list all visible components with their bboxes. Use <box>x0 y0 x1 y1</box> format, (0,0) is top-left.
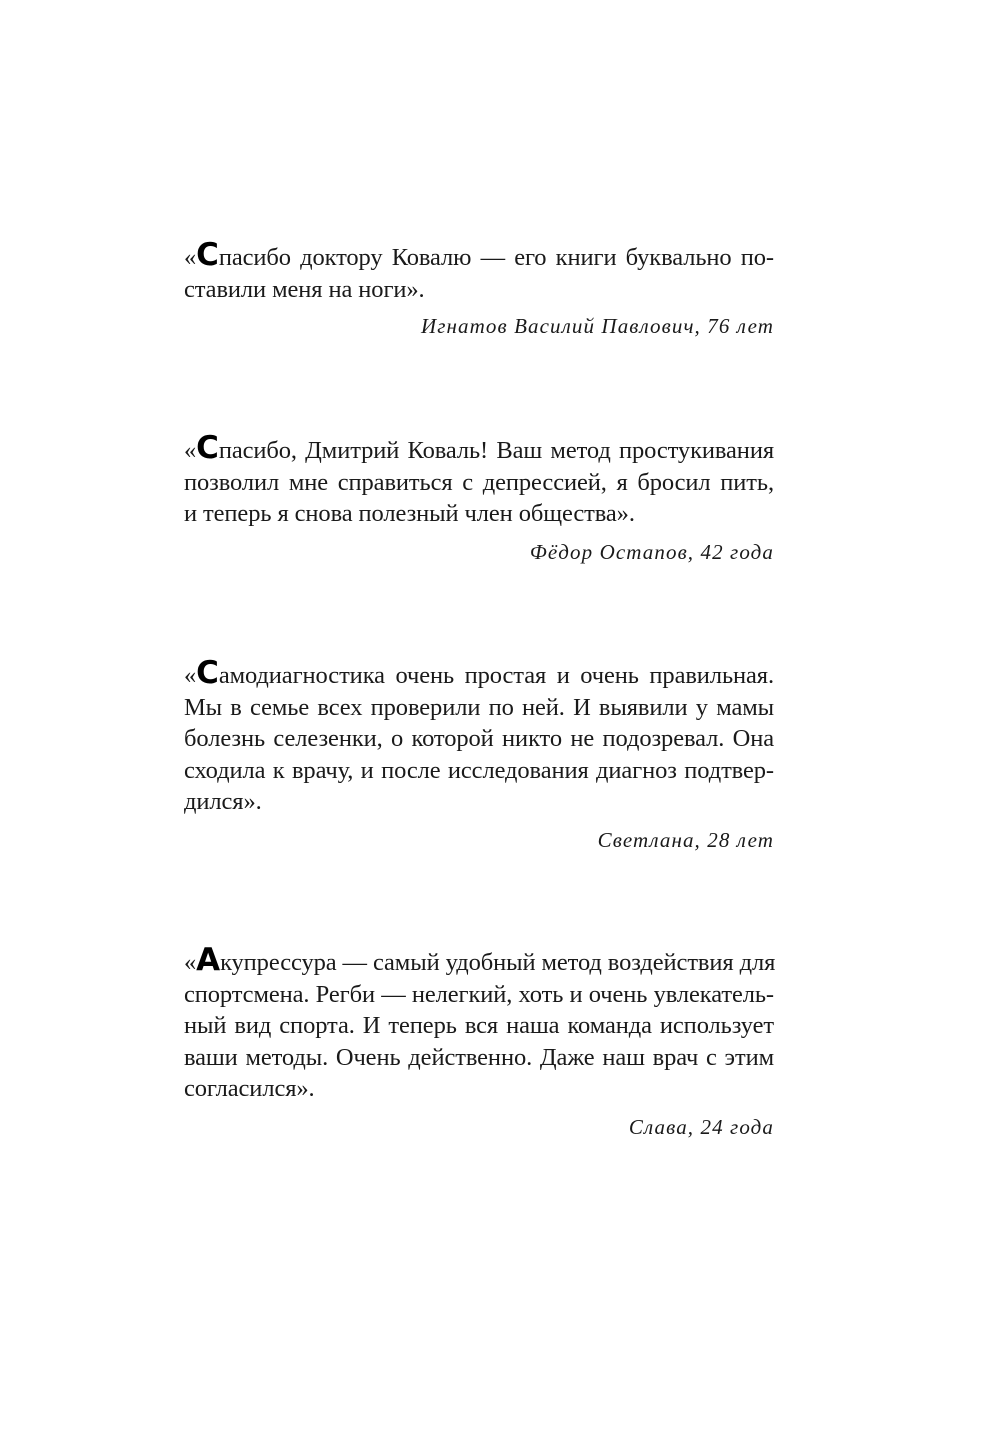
quote-line: дился». <box>184 788 262 815</box>
quote-line: «Самодиагностика очень простая и очень правильная. <box>184 655 774 691</box>
quote-line: ваши методы. Очень действенно. Даже наш врач с этим <box>184 1043 774 1071</box>
testimonial-4 <box>184 942 776 1141</box>
quote-line: «Акупрессура — самый удобный метод воздействия для <box>184 942 776 978</box>
open-quote: « <box>184 437 197 464</box>
testimonial-1 <box>184 237 774 340</box>
quote-line: ный вид спорта. И теперь вся наша команда использует <box>184 1012 774 1039</box>
testimonial-author: Фёдор Остапов, 42 года <box>529 539 774 564</box>
quote-line: «Спасибо, Дмитрий Коваль! Ваш метод простукивания <box>184 430 774 466</box>
testimonial-author: Светлана, 28 лет <box>597 827 774 852</box>
quote-line: и теперь я снова полезный член общества». <box>184 500 635 527</box>
drop-initial: С <box>196 430 219 466</box>
quote-line: болезнь селезенки, о которой никто не подозревал. Она <box>184 725 774 752</box>
testimonial-author: Игнатов Василий Павлович, 76 лет <box>420 314 774 338</box>
testimonial-author: Слава, 24 года <box>628 1114 774 1139</box>
testimonial-3 <box>184 655 774 854</box>
drop-initial: А <box>196 942 221 978</box>
open-quote: « <box>184 662 197 689</box>
open-quote: « <box>184 949 197 976</box>
quote-line: «Спасибо доктору Ковалю — его книги буквально по- <box>184 237 774 273</box>
quote-line: ставили меня на ноги». <box>184 275 425 303</box>
quote-line: Мы в семье всех проверили по ней. И выявили у мамы <box>184 693 774 721</box>
quote-line: сходила к врачу, и после исследования диагноз подтвер- <box>184 756 774 784</box>
open-quote: « <box>184 244 197 271</box>
quote-line: спортсмена. Регби — нелегкий, хоть и очень увлекатель- <box>184 980 774 1008</box>
testimonial-2 <box>184 430 774 566</box>
quote-line: согласился». <box>184 1075 315 1102</box>
drop-initial: С <box>196 655 219 691</box>
drop-initial: С <box>196 237 219 273</box>
quote-line: позволил мне справиться с депрессией, я бросил пить, <box>184 468 774 496</box>
